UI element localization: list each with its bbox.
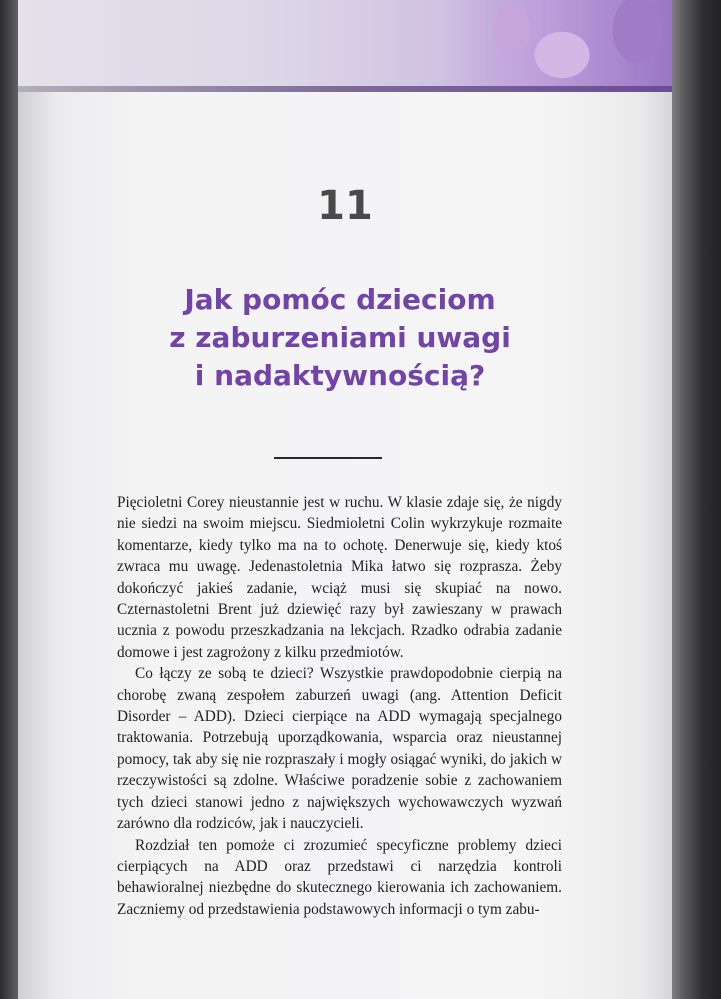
chapter-title — [58, 281, 622, 395]
header-rule — [18, 86, 672, 92]
chapter-number: 11 — [317, 183, 373, 229]
chapter-title-line: z zaburzeniami uwagi — [169, 321, 511, 354]
body-text — [117, 492, 562, 920]
paragraph: Rozdział ten pomoże ci zrozumieć specyficzne problemy dzieci cierpiących na ADD oraz przedstawi ci narzędzia kontroli behawioralnej niezbędne do skutecznego kierowania ich zachowaniem. Zaczniemy od przedstawienia podstawowych informacji o tym zabu- — [117, 836, 562, 918]
header-band — [18, 0, 672, 92]
chapter-title-line: Jak pomóc dzieciom — [184, 283, 496, 316]
book-page — [18, 0, 672, 999]
paragraph: Co łączy ze sobą te dzieci? Wszystkie prawdopodobnie cierpią na chorobę zwaną zespołem zaburzeń uwagi (ang. Attention Deficit Disorder – ADD). Dzieci cierpiące na ADD wymagają specjalnego traktowania. Potrzebują uporządkowania, wsparcia oraz nieustannej pomocy, tak aby się nie rozpraszały i mogły osiągać wyniki, do jakich w rzeczywistości są zdolne. Właściwe poradzenie sobie z zachowaniem tych dzieci stanowi jedno z największych wychowawczych wyzwań zarówno dla rodziców, jak i nauczycieli. — [117, 665, 562, 833]
header-photo — [442, 0, 672, 92]
chapter-title-line: i nadaktywnością? — [194, 359, 486, 392]
title-divider — [274, 457, 382, 459]
paragraph: Pięcioletni Corey nieustannie jest w ruchu. W klasie zdaje się, że nigdy nie siedzi na swoim miejscu. Siedmioletni Colin wykrzykuje rozmaite komentarze, kiedy tylko ma na to ochotę. Denerwuje się, kiedy ktoś zwraca mu uwagę. Jedenastoletnia Mika łatwo się rozprasza. Żeby dokończyć jakieś zadanie, wciąż musi się skupiać na nowo. Czternastoletni Brent już dziewięć razy był zawieszany w prawach ucznia z powodu przeszkadzania na lekcjach. Rzadko odrabia zadanie domowe i jest zagrożony z kilku przedmiotów. — [117, 494, 562, 661]
